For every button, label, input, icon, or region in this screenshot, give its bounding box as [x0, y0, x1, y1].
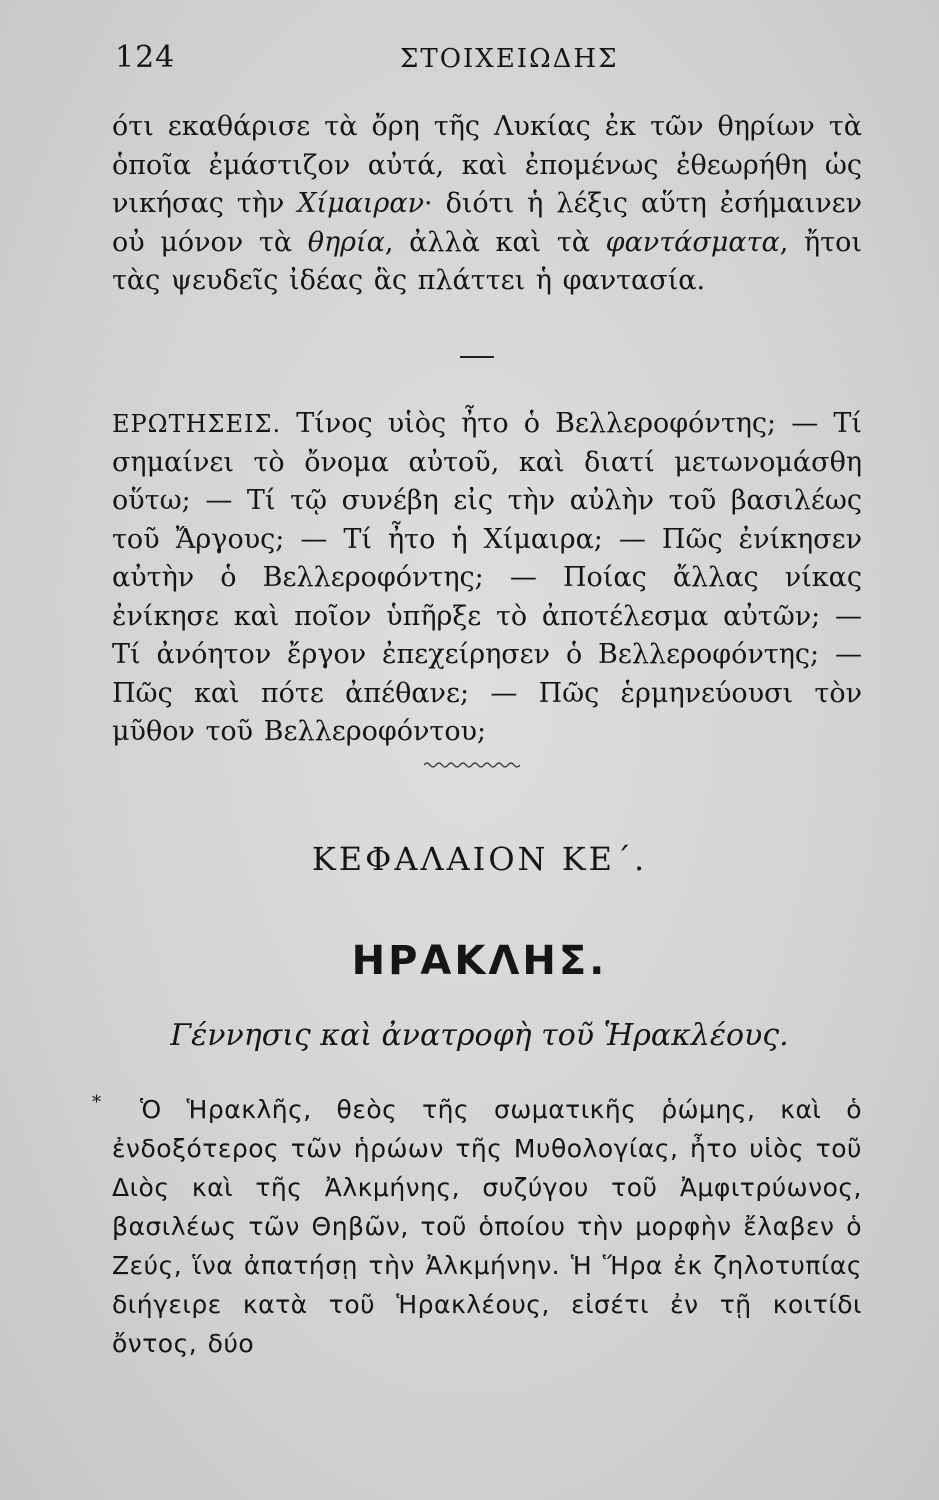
- paragraph3-text: Ὁ Ἡρακλῆς, θεὸς τῆς σωματικῆς ῥώμης, καὶ ὁ ἐνδοξότερος τῶν ἡρώων τῆς Μυθολογίας, ἦτο υἱὸς τοῦ Διὸς καὶ τῆς Ἀλκμήνης, συζύγου τοῦ Ἀμφιτρύωνος, βασιλέως τῶν Θηβῶν, τοῦ ὁποίου τὴν μορφὴν ἔλαβεν ὁ Ζεύς, ἵνα ἀπατήσῃ τὴν Ἀλκμήνην. Ἡ Ἥρα ἐκ ζηλοτυπίας διήγειρε κατὰ τοῦ Ἡρακλέους, εἰσέτι ἐν τῇ κοιτίδι ὄντος, δύο: [112, 1095, 862, 1358]
- page-header: [115, 40, 865, 80]
- paragraph1-text-b: · διότι ἡ λέξις αὕτη ἐσήμαινεν οὐ μόνον τὰ: [112, 188, 863, 258]
- questions-label: ΕΡΩΤΗΣΕΙΣ.: [112, 410, 282, 438]
- paragraph1-text-d: , ἤτοι τὰς ψευδεῖς ἰδέας ἃς πλάττει ἡ φαντασία.: [112, 226, 862, 296]
- questions-text: Τίνος υἱὸς ἦτο ὁ Βελλεροφόντης; — Τί σημαίνει τὸ ὄνομα αὐτοῦ, καὶ διατί μετωνομάσθη οὕτω; — Τί τῷ συνέβη εἰς τὴν αὐλὴν τοῦ βασιλέως τοῦ Ἄργους; — Τί ἦτο ἡ Χίμαιρα; — Πῶς ἐνίκησεν αὐτὴν ὁ Βελλεροφόντης; — Ποίας ἄλλας νίκας ἐνίκησε καὶ ποῖον ὑπῆρξε τὸ ἀποτέλεσμα αὐτῶν; — Τί ἀνόητον ἔργον ἐπεχείρησεν ὁ Βελλεροφόντης; — Πῶς καὶ πότε ἀπέθανε; — Πῶς ἑρμηνεύουσι τὸν μῦθον τοῦ Βελλεροφόντου;: [112, 408, 862, 747]
- chapter-heading: ΚΕΦΑΛΑΙΟΝ ΚΕ΄.: [311, 840, 648, 878]
- paragraph1-text-a: ότι εκαθάρισε τὰ ὄρη τῆς Λυκίας ἐκ τῶν θηρίων τὰ ὁποῖα ἐμάστιζον αὐτά, καὶ ἐπομένως ἐθεωρήθη ὡς νικήσας τὴν: [112, 111, 862, 219]
- paragraph1-italic-c: φαντάσματα: [605, 226, 780, 258]
- wavy-ornament-divider: [424, 760, 520, 770]
- questions-paragraph: [112, 405, 862, 752]
- running-head: ΣΤΟΙΧΕΙΩΔΗΣ: [400, 44, 619, 74]
- paragraph1-italic-a: Χίμαιραν: [297, 188, 425, 219]
- paragraph-heracles-birth: [112, 1090, 862, 1363]
- paragraph1-italic-b: θηρία: [307, 226, 385, 258]
- footnote-marker: *: [92, 1092, 101, 1113]
- section-subtitle: Γέννησις καὶ ἀνατροφὴ τοῦ Ἡρακλέους.: [170, 1018, 789, 1053]
- chapter-title: ΗΡΑΚΛΗΣ.: [351, 938, 608, 984]
- paragraph1-text-c: , ἀλλὰ καὶ τὰ: [384, 226, 606, 258]
- paragraph-chimera-explanation: [112, 108, 862, 301]
- page-number: 124: [115, 40, 176, 75]
- short-rule-divider: [460, 356, 494, 358]
